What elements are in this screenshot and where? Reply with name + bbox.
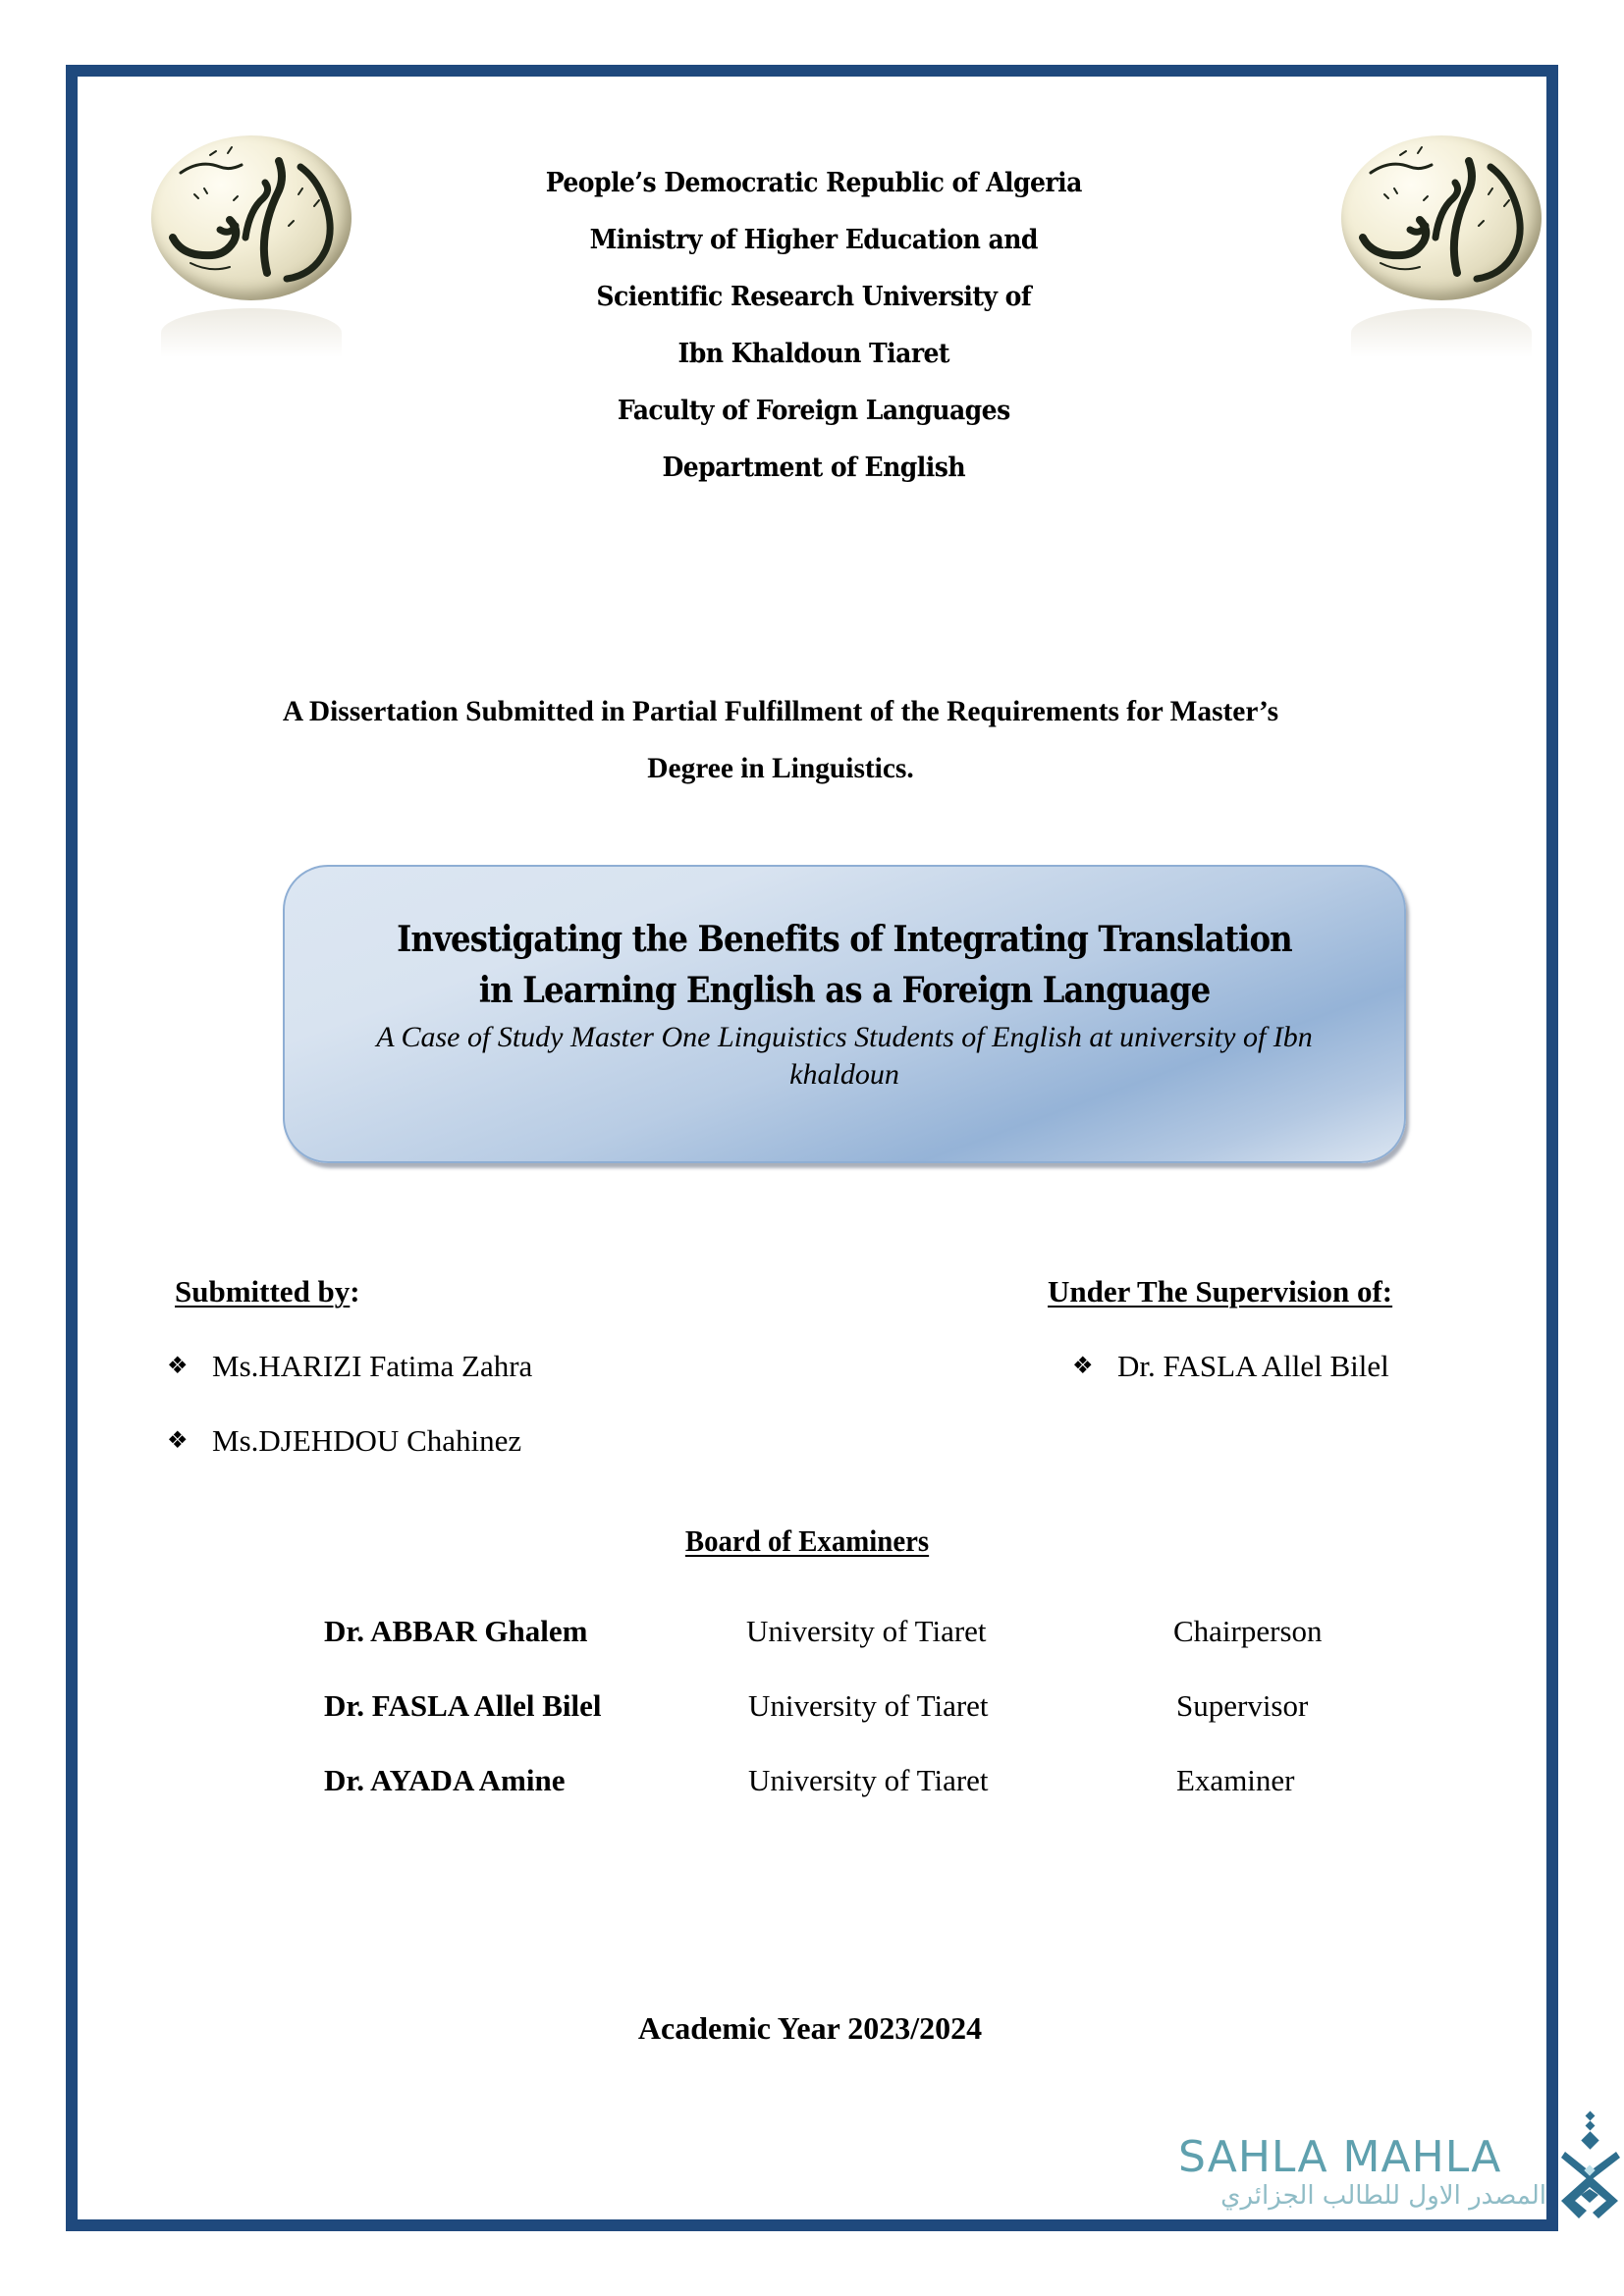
board-of-examiners-label: Board of Examiners	[684, 1523, 930, 1558]
examiner-role: Chairperson	[1173, 1614, 1323, 1648]
header-line-faculty: Faculty of Foreign Languages	[617, 396, 1010, 426]
submitted-by-heading	[175, 1274, 360, 1309]
thesis-subtitle-line2: khaldoun	[789, 1058, 899, 1091]
supervision-label: Under The Supervision of:	[1048, 1274, 1393, 1308]
submitted-by-label: Submitted by	[175, 1274, 351, 1308]
diamond-bullet-icon: ❖	[1072, 1354, 1094, 1379]
student-name: Ms.DJEHDOU Chahinez	[212, 1423, 522, 1458]
supervisor-item	[1072, 1349, 1389, 1384]
student-item	[167, 1423, 521, 1459]
examiner-name: Dr. FASLA Allel Bilel	[324, 1688, 602, 1723]
thesis-title-line2: in Learning English as a Foreign Language	[478, 970, 1211, 1011]
academic-year: Academic Year 2023/2024	[637, 2010, 983, 2046]
header-line-university: Ibn Khaldoun Tiaret	[677, 339, 949, 369]
dissertation-statement-line1: A Dissertation Submitted in Partial Fulfillment of the Requirements for Master’s	[282, 695, 1279, 727]
thesis-title-line1: Investigating the Benefits of Integrating Translation	[397, 919, 1292, 960]
diamond-bullet-icon: ❖	[167, 1354, 189, 1379]
watermark-title: SAHLA MAHLA	[1178, 2132, 1502, 2182]
header-line-department: Department of English	[662, 453, 966, 483]
examiner-institution: University of Tiaret	[748, 1763, 989, 1797]
examiner-name: Dr. AYADA Amine	[324, 1763, 566, 1797]
student-item	[167, 1349, 532, 1384]
supervisor-name: Dr. FASLA Allel Bilel	[1117, 1349, 1389, 1383]
dissertation-statement-line2: Degree in Linguistics.	[647, 752, 914, 784]
board-of-examiners-heading	[52, 1523, 1562, 1559]
thesis-title-box	[283, 865, 1406, 1163]
examiner-name: Dr. ABBAR Ghalem	[324, 1614, 588, 1648]
examiner-institution: University of Tiaret	[746, 1614, 987, 1648]
thesis-subtitle-line1: A Case of Study Master One Linguistics Students of English at university of Ibn	[376, 1021, 1313, 1053]
supervision-heading	[1048, 1274, 1392, 1309]
watermark-subtitle: المصدر الاول للطالب الجزائري	[1220, 2181, 1546, 2211]
university-calligraphy-logo-icon	[1341, 135, 1542, 300]
university-calligraphy-logo-icon	[151, 135, 352, 300]
examiner-role: Supervisor	[1176, 1688, 1309, 1723]
examiner-institution: University of Tiaret	[748, 1688, 989, 1723]
header-line-country: People’s Democratic Republic of Algeria	[545, 168, 1082, 198]
submitted-by-colon: :	[350, 1274, 360, 1308]
diamond-bullet-icon: ❖	[167, 1428, 189, 1454]
header-line-research: Scientific Research University of	[596, 282, 1032, 312]
sahla-mahla-emblem-icon	[1559, 2110, 1624, 2218]
student-name: Ms.HARIZI Fatima Zahra	[212, 1349, 533, 1383]
examiner-role: Examiner	[1176, 1763, 1295, 1797]
header-line-ministry: Ministry of Higher Education and	[589, 225, 1038, 255]
